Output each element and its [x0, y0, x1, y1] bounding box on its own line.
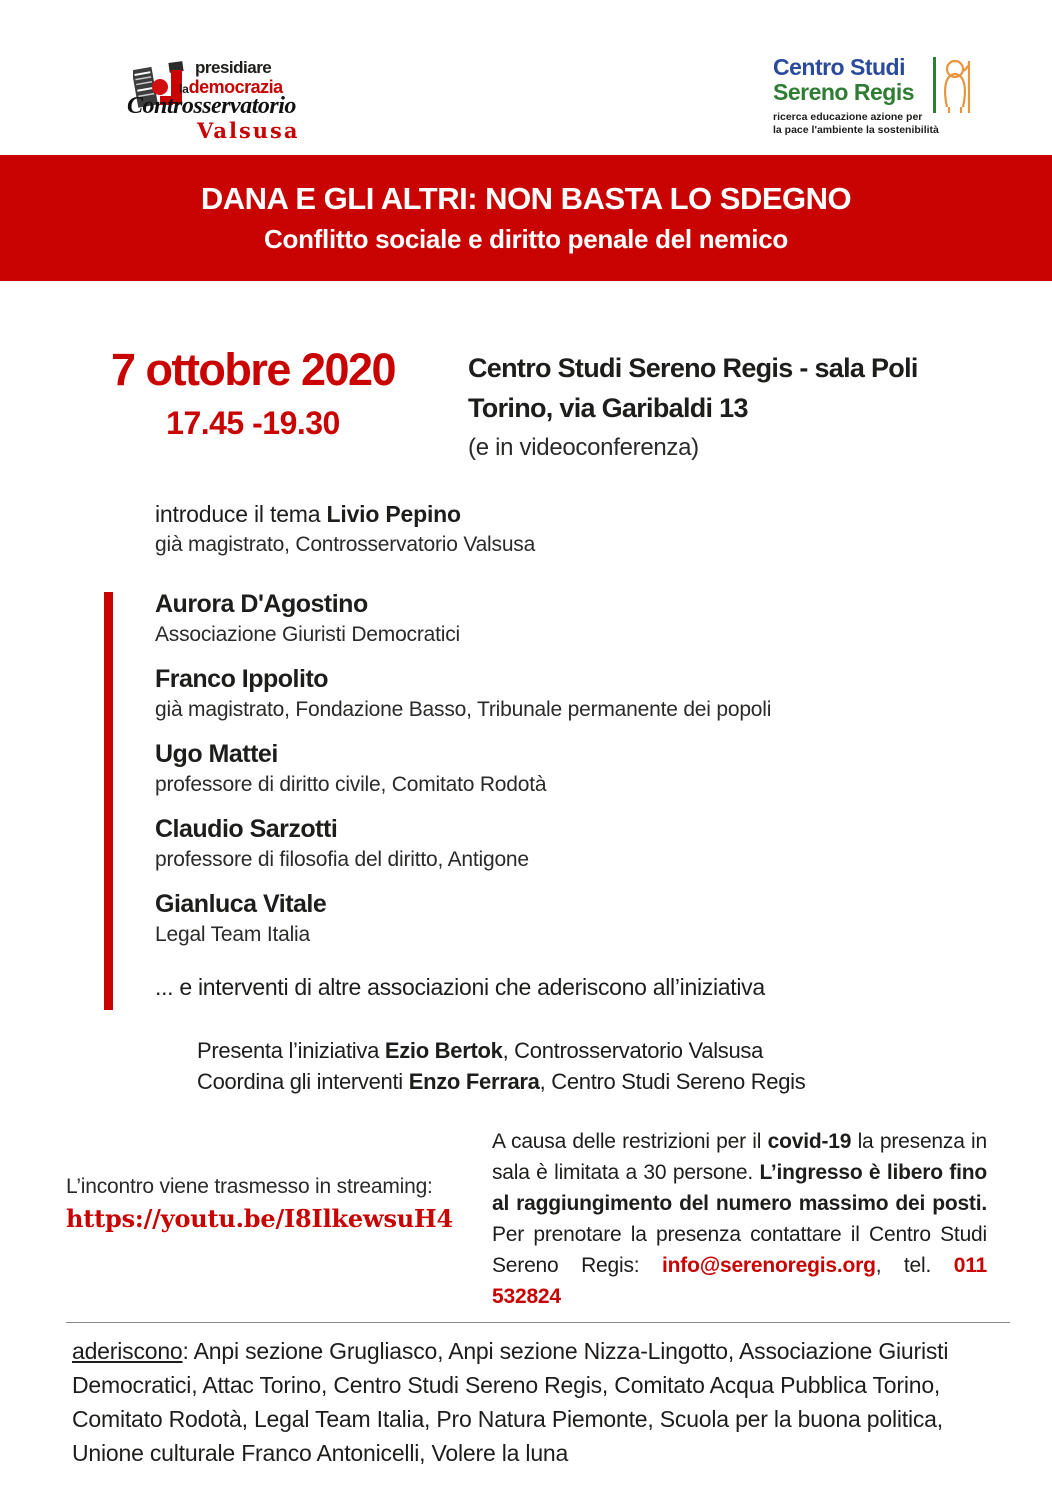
- speaker-role: professore di diritto civile, Comitato Rodotà: [155, 773, 547, 796]
- intro-speaker-name: Livio Pepino: [326, 501, 461, 527]
- speaker-item: [155, 588, 935, 650]
- contact-email-link[interactable]: info@serenoregis.org: [662, 1254, 876, 1277]
- sereno-regis-figure-icon: [939, 55, 975, 122]
- covid-keyword: covid-19: [767, 1130, 852, 1153]
- logo-right-line2: Sereno Regis: [773, 79, 914, 105]
- streaming-url-link[interactable]: https://youtu.be/I8IlkewsuH4: [66, 1204, 453, 1233]
- contact-phone: 011 532824: [492, 1254, 987, 1308]
- adherents-label: aderiscono: [72, 1338, 183, 1364]
- covid-seg1: A causa delle restrizioni per il: [492, 1130, 768, 1153]
- footer-divider: [66, 1322, 1010, 1323]
- venue-line3: (e in videoconferenza): [468, 434, 699, 461]
- event-subtitle: Conflitto sociale e diritto penale del nemico: [264, 224, 788, 254]
- covid-seg5: Per prenotare la presenza contattare il Centro Studi Sereno Regis:: [492, 1223, 987, 1277]
- intro-block: [155, 498, 535, 560]
- organizer-2-suffix: , Centro Studi Sereno Regis: [539, 1069, 806, 1094]
- controsservatorio-logo: [127, 56, 333, 146]
- logo-left-controsservatorio: Controsservatorio: [127, 93, 296, 119]
- speaker-role: Associazione Giuristi Democratici: [155, 623, 460, 646]
- venue-line1: Centro Studi Sereno Regis - sala Poli: [468, 353, 918, 383]
- speaker-item: [155, 813, 935, 875]
- speaker-name: Aurora D'Agostino: [155, 590, 368, 618]
- speaker-role: professore di filosofia del diritto, Antigone: [155, 848, 529, 871]
- logo-right-green-divider: [933, 57, 936, 113]
- speaker-item: [155, 738, 935, 800]
- adherents-block: [72, 1334, 1000, 1470]
- speakers-list: [155, 588, 935, 1002]
- logo-right-tagline-1: ricerca educazione azione per: [773, 111, 923, 123]
- speaker-name: Claudio Sarzotti: [155, 815, 338, 843]
- covid-bold-statement: L’ingresso è libero fino al raggiungimento del numero massimo dei posti.: [492, 1161, 987, 1215]
- intro-speaker-role: già magistrato, Controsservatorio Valsusa: [155, 533, 536, 556]
- speaker-item: [155, 663, 935, 725]
- event-time: 17.45 -19.30: [166, 404, 340, 441]
- organizers-block: [197, 1035, 805, 1097]
- speaker-name: Franco Ippolito: [155, 665, 329, 693]
- logo-left-democrazia: democrazia: [188, 77, 283, 97]
- logo-left-la: la: [179, 82, 189, 96]
- logo-left-valsusa: Valsusa: [197, 118, 300, 143]
- streaming-block: [66, 1175, 453, 1233]
- speaker-name: Ugo Mattei: [155, 740, 278, 768]
- organizer-1-suffix: , Controsservatorio Valsusa: [502, 1038, 764, 1063]
- speaker-item: [155, 888, 935, 950]
- organizer-1-prefix: Presenta l’iniziativa: [197, 1038, 385, 1063]
- organizer-1-name: Ezio Bertok: [384, 1038, 503, 1063]
- speaker-role: Legal Team Italia: [155, 923, 310, 946]
- intro-line: [155, 498, 535, 530]
- speaker-role: già magistrato, Fondazione Basso, Tribunale permanente dei popoli: [155, 698, 772, 721]
- covid-seg3: la presenza in sala è limitata a 30 persone.: [492, 1130, 987, 1184]
- organizer-2-prefix: Coordina gli interventi: [197, 1069, 409, 1094]
- speakers-accent-bar: [104, 592, 113, 1010]
- logo-left-presidiare: presidiare: [195, 58, 272, 77]
- organizer-2-name: Enzo Ferrara: [408, 1069, 540, 1094]
- logo-right-tagline: [773, 111, 939, 137]
- sereno-regis-logo: [773, 55, 973, 140]
- event-date: 7 ottobre 2020: [110, 344, 396, 395]
- intro-prefix: introduce il tema: [155, 501, 327, 527]
- covid-notice: [492, 1126, 987, 1312]
- adherents-colon: :: [182, 1338, 194, 1364]
- organizer-line-1: [197, 1035, 805, 1066]
- adherents-text: Anpi sezione Grugliasco, Anpi sezione Nizza-Lingotto, Associazione Giuristi Democratici, Attac Torino, Centro Studi Sereno Regis, Comitato Acqua Pubblica Torino, Comitato Rodotà, Legal Team Italia, Pro Natura Piemonte, Scuola per la buona politica, Unione culturale Franco Antonicelli, Volere la luna: [72, 1338, 949, 1466]
- covid-seg6: , tel.: [875, 1254, 954, 1277]
- event-title: DANA E GLI ALTRI: NON BASTA LO SDEGNO: [200, 181, 852, 216]
- speaker-name: Gianluca Vitale: [155, 890, 327, 918]
- title-banner: [0, 155, 1052, 281]
- organizer-line-2: [197, 1066, 805, 1097]
- date-block: [86, 345, 420, 442]
- logo-right-tagline-2: la pace l'ambiente la sostenibilità: [773, 124, 939, 136]
- venue-block: [468, 348, 1028, 468]
- logo-right-line1: Centro Studi: [773, 54, 905, 80]
- speakers-footer-note: ... e interventi di altre associazioni che aderiscono all’iniziativa: [155, 974, 765, 1000]
- streaming-label: L’incontro viene trasmesso in streaming:: [66, 1175, 433, 1198]
- venue-line2: Torino, via Garibaldi 13: [468, 393, 748, 423]
